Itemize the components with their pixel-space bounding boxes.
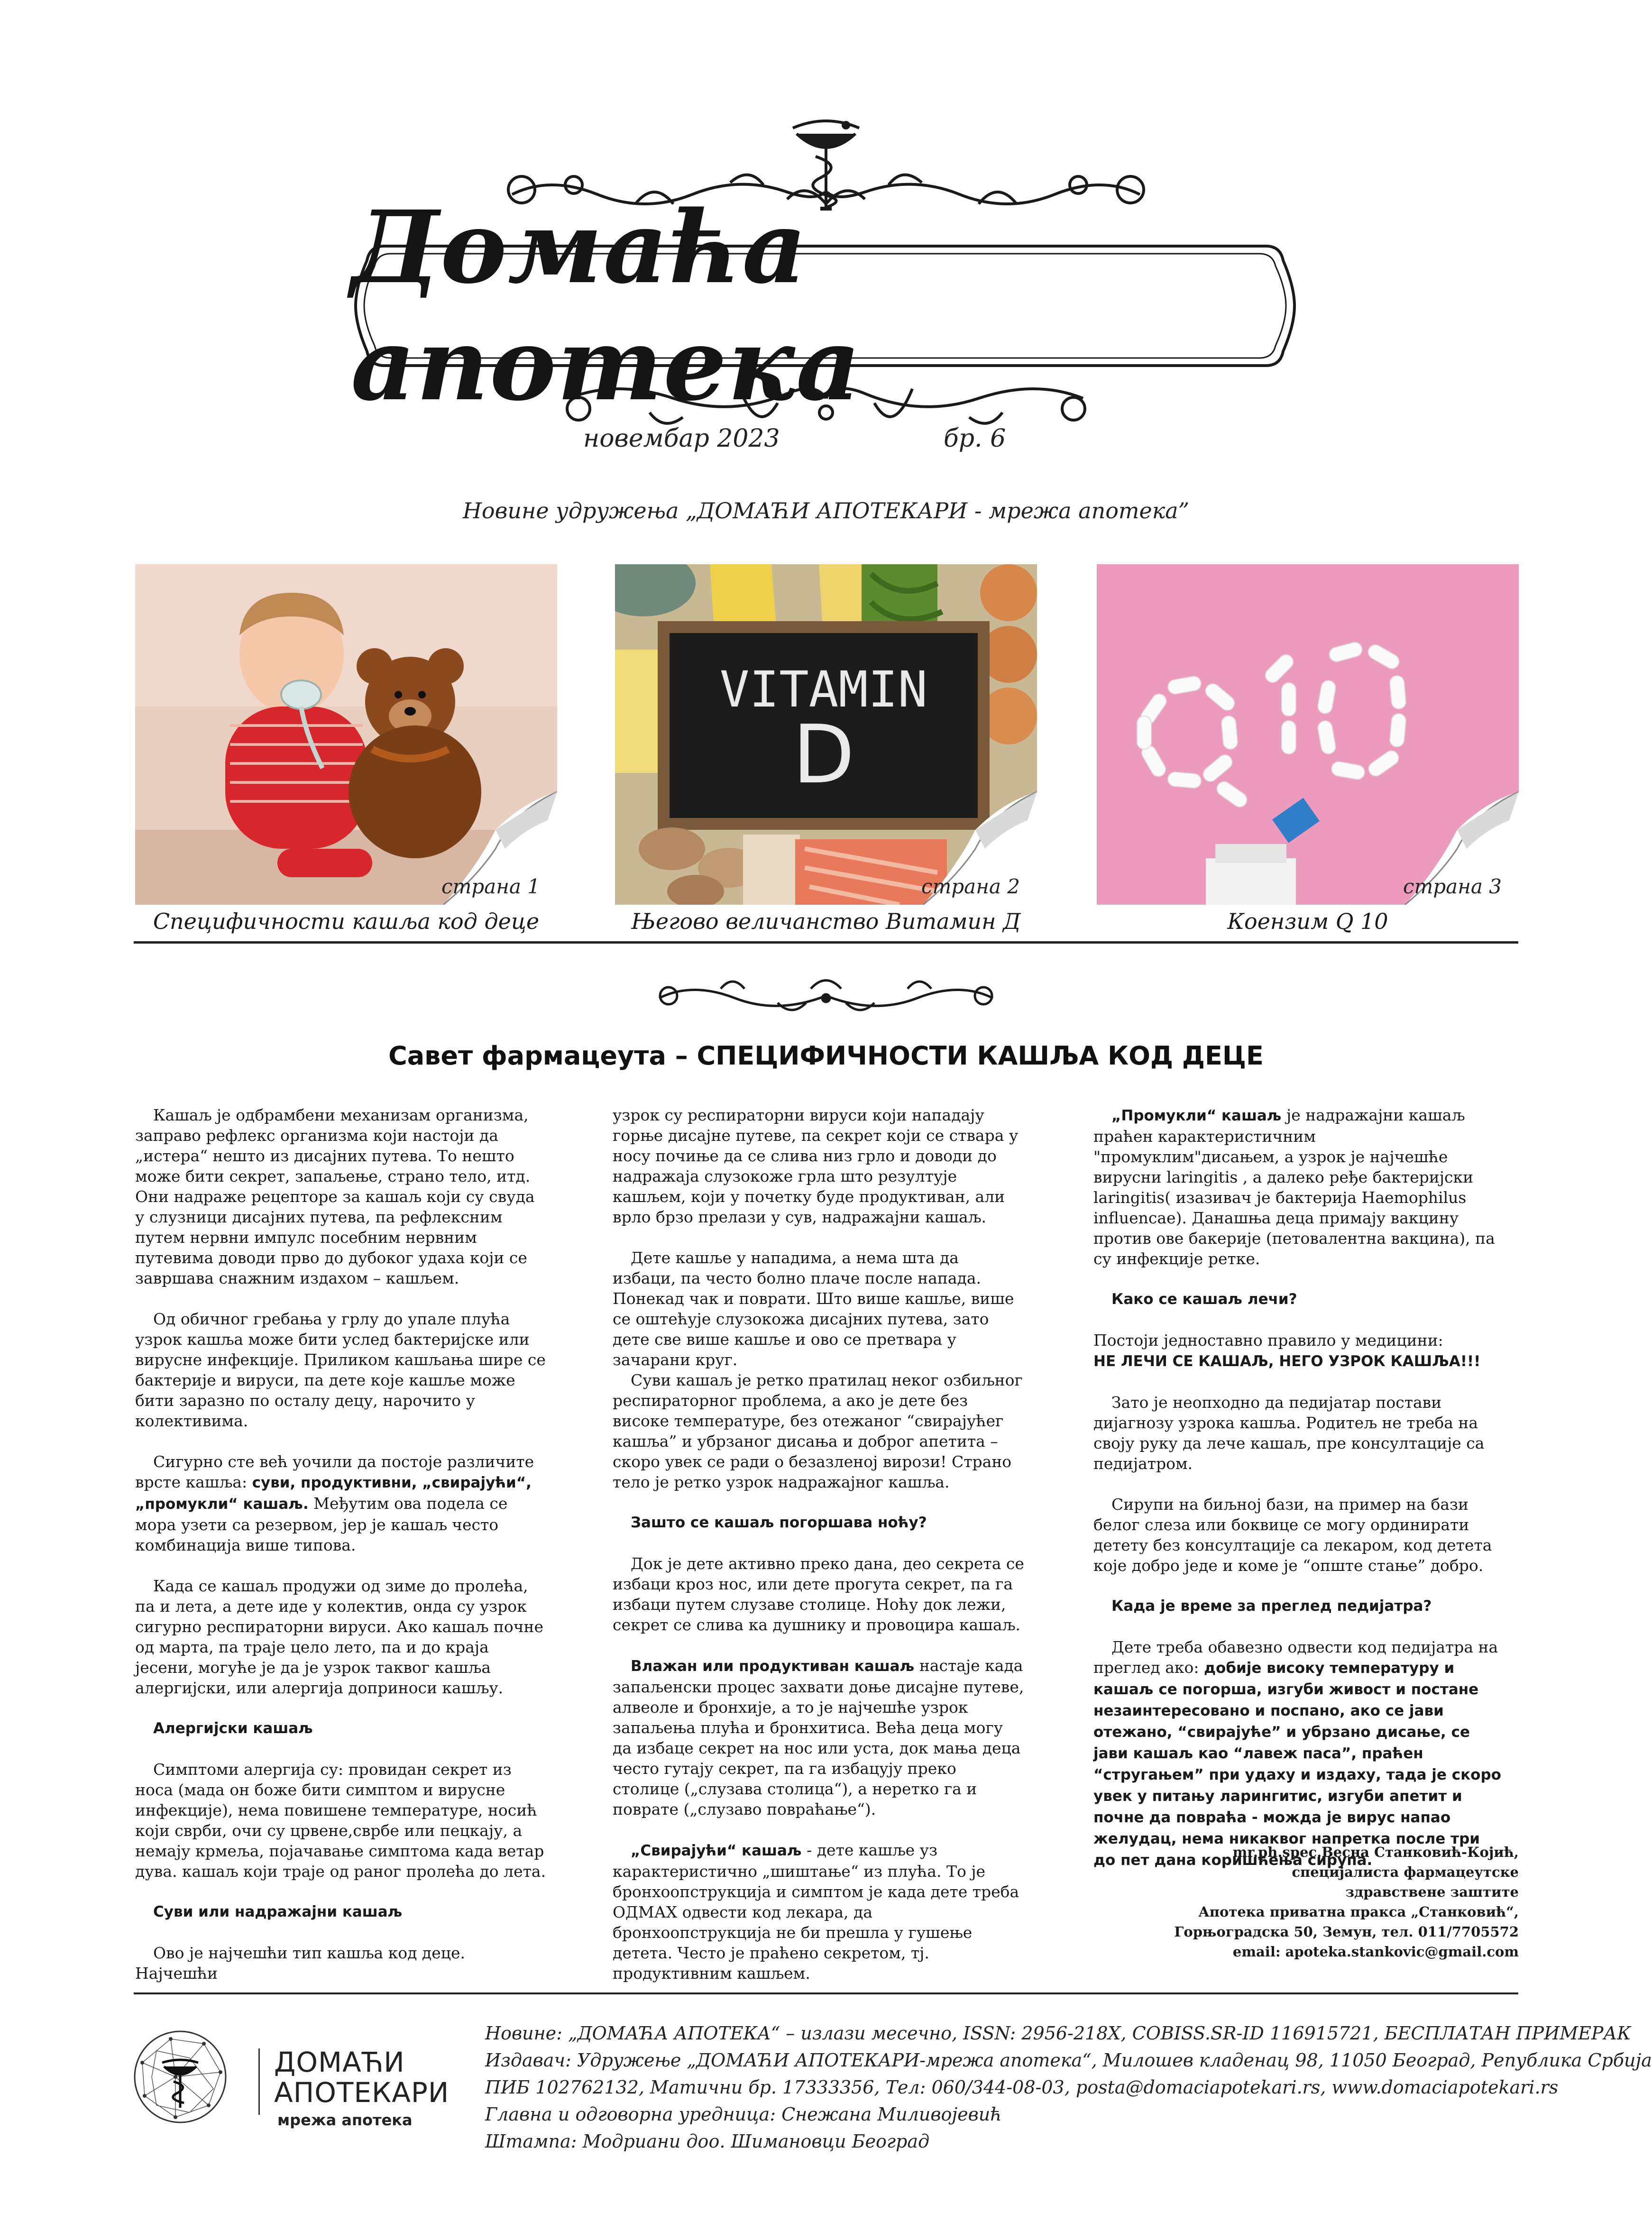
issue-date: новембар 2023 xyxy=(583,424,780,453)
imprint-line: Издавач: Удружење „ДОМАЋИ АПОТЕКАРИ-мрежа апотека“, Милошев кладенац 98, 11050 Београд, Република Србија xyxy=(485,2050,1652,2071)
paragraph xyxy=(613,1840,1025,1983)
emphasis: „Промукли“ кашаљ xyxy=(1111,1107,1282,1124)
emphasis: „Свирајући“ кашаљ xyxy=(631,1842,802,1859)
child-with-teddy-bear-image xyxy=(135,564,557,905)
author-title: здравствене заштите xyxy=(1345,1884,1519,1900)
text: Дете треба обавезно одвести код педијатра на преглед ако: xyxy=(1093,1638,1498,1677)
author-pharmacy: Апотека приватна пракса „Станковић“, xyxy=(1198,1904,1519,1920)
paragraph: Од обичног гребања у грлу до упале плућа узрок кашља може бити услед бактеријске или вирусне инфекције. Приликом кашљања шире се бактерије и вируси, па дете које кашље може бити заразно по осталу децу, нарочито у колективима. xyxy=(135,1310,546,1430)
publication-subtitle: Новине удружења „ДОМАЋИ АПОТЕКАРИ - мрежа апотека” xyxy=(462,498,1190,523)
imprint-line: Новине: „ДОМАЋА АПОТЕКА“ – излази месечно, ISSN: 2956-218X, COBISS.SR-ID 116915721, БЕСПЛАТАН ПРИМЕРАК xyxy=(485,2023,1631,2044)
paragraph xyxy=(135,1451,548,1555)
page-reference: страна 2 xyxy=(921,875,1020,898)
text: - дете кашље уз карактеристично „шиштање“ из плућа. То је бронхоопструкција и симптом је када дете треба ОДМАХ одвести код лекара, да бронхоопструкција не би прешла у гушење детета. Често је праћено секретом, тј. продуктивним кашљем. xyxy=(613,1841,1019,1983)
brand-name: ДОМАЋИ xyxy=(274,2046,405,2078)
chalkboard-d-text: D xyxy=(792,708,855,802)
paragraph: Сирупи на биљној бази, на пример на бази белог слеза или боквице се могу ординирати детету без консултације са лекаром, код детета које добро једе и коме је “опште стање” добро. xyxy=(1093,1495,1492,1575)
section-heading: Суви или надражајни кашаљ xyxy=(153,1903,403,1920)
emphasis: добије високу температуру и кашаљ се погорша, изгуби живост и постане незаинтересовано и поспано, ако се јави отежано, “свирајуће” и убрзано дисање, се јави кашаљ као “лавеж паса”, праћен “стругањем” при удаху и издаху, тада је скоро увек у питању ларингитис, изгуби апетит и почне да повраћа - можда је вирус напао желудац, нема никаквог напретка после три до пет дана коришћења сирупа. xyxy=(1093,1660,1501,1869)
paragraph: узрок су респираторни вируси који нападају горње дисајне путеве, па секрет који се ствара у носу почиње да се слива низ грло и доводи до надражаја слузокоже грла што резултује кашљем, који у почетку буде продуктиван, али врло брзо прелази у сув, надражајни кашаљ. xyxy=(613,1106,1019,1226)
author-address: Горњоградска 50, Земун, тел. 011/7705572 xyxy=(1174,1924,1519,1940)
brand-name: АПОТЕКАРИ xyxy=(274,2076,450,2109)
newspaper-title: Домаћа апотека xyxy=(351,189,862,423)
publication-imprint xyxy=(485,2020,1652,2155)
text: Међутим ова подела се мора узети са резервом, јер је кашаљ често комбинација више типова. xyxy=(135,1494,508,1554)
logo-divider xyxy=(258,2048,260,2115)
paragraph: Ово је најчешћи тип кашља код деце. Најчешћи xyxy=(135,1944,466,1983)
section-heading: Зашто се кашаљ погоршава ноћу? xyxy=(631,1514,927,1531)
page-reference: страна 3 xyxy=(1403,875,1502,898)
imprint-line: Главна и одговорна уредница: Снежана Миливојевић xyxy=(485,2104,1002,2125)
article-ornament xyxy=(650,970,1002,1022)
article-column-3 xyxy=(1093,1105,1506,1871)
emphasis: НЕ ЛЕЧИ СЕ КАШАЉ, НЕГО УЗРОК КАШЉА!!! xyxy=(1093,1353,1481,1370)
brand-tagline: мрежа апотека xyxy=(277,2111,413,2129)
imprint-line[interactable]: ПИБ 102762132, Матични бр. 17333356, Тел: 060/344-08-03, posta@domaciapotekari.rs, www.domaciapotekari.rs xyxy=(485,2077,1559,2098)
text: је надражајни кашаљ праћен карактеристичним "промуклим"дисањем, а узрок је најчешће вирусни laringitis , а далеко ређе бактеријски laringitis( изазивач је бактерија Haemophilus influencae). Данашња деца примају вакцину против ове бакерије (петовалентна вакцина), па су инфекције ретке. xyxy=(1093,1106,1495,1268)
text: Постоји једноставно правило у медицини: xyxy=(1093,1331,1443,1350)
section-heading: Како се кашаљ лечи? xyxy=(1111,1291,1297,1308)
author-signature xyxy=(1093,1842,1519,1962)
feature-child-cough[interactable] xyxy=(135,564,557,905)
paragraph: Зато је неопходно да педијатар постави дијагнозу узрока кашља. Родитељ не треба на своју руку да лече кашаљ, пре консултације са педијатром. xyxy=(1093,1393,1485,1473)
paragraph xyxy=(613,1655,1025,1819)
imprint-line: Штампа: Модриани доо. Шимановци Београд xyxy=(485,2131,930,2152)
section-heading: Када је време за преглед педијатра? xyxy=(1111,1597,1432,1615)
feature-caption[interactable]: Његово величанство Витамин Д xyxy=(631,909,1021,934)
paragraph: Док је дете активно преко дана, део секрета се избаци кроз нос, или дете прогута секрет, па га избаци путем слузаве столице. Ноћу док лежи, секрет се слива ка душнику и провоцира кашаљ. xyxy=(613,1554,1024,1634)
emphasis: Влажан или продуктиван кашаљ xyxy=(631,1658,915,1675)
section-divider xyxy=(134,941,1518,944)
article-column-1 xyxy=(135,1105,548,1983)
text: Сигурно сте већ уочили да постоје различите врсте кашља: xyxy=(135,1452,534,1491)
paragraph xyxy=(1093,1637,1506,1871)
paragraph: Суви кашаљ је ретко пратилац неког озбиљног респираторног проблема, а ако је дете без високе температуре, без отежаног “свирајућег кашља” и убрзаног дисања и доброг апетита – скоро увек се ради о безазленој вирози! Страно тело је ретко узрок надражајног кашља. xyxy=(613,1371,1023,1491)
author-email[interactable]: email: apoteka.stankovic@gmail.com xyxy=(1232,1944,1519,1960)
paragraph xyxy=(1093,1105,1506,1269)
paragraph xyxy=(1093,1330,1506,1372)
feature-vitamin-d[interactable] xyxy=(615,564,1037,905)
article-column-2 xyxy=(613,1105,1025,1983)
author-title: специјалиста фармацеутске xyxy=(1292,1864,1519,1880)
paragraph: Симптоми алергија су: провидан секрет из носа (мада он боже бити симптом и вирусне инфекције), нема повишене температуре, носић који сврби, очи су црвене,сврбе или пецкају, а немају крмеља, појачавање симптома када ветар дува. кашаљ који траје од раног пролећа до лета. xyxy=(135,1760,546,1881)
paragraph: Кашаљ је одбрамбени механизам организма, заправо рефлекс организма који настоји да „истера“ нешто из дисајних путева. То нешто може бити секрет, запаљење, страно тело, итд. Они надраже рецепторе за кашаљ који су свуда у слузници дисајних путева, па рефлексним путем нервни импулс посебним нервним путевима доводи прво до дубоког удаха који се завршава снажним издахом – кашљем. xyxy=(135,1106,535,1287)
feature-coenzyme-q10[interactable] xyxy=(1097,564,1519,905)
section-heading: Алергијски кашаљ xyxy=(153,1720,313,1737)
paragraph: Дете кашље у нападима, а нема шта да избаци, па често болно плаче после напада. Понекад чак и поврати. Што више кашље, више се оштећује слузокожа дисајних путева, зато дете све више кашље и ово се претвара у зачарани круг. xyxy=(613,1249,1014,1369)
author-name: mr.ph.spec.Весна Станковић-Којић, xyxy=(1232,1844,1519,1860)
feature-caption[interactable]: Специфичности кашља код деце xyxy=(153,909,540,934)
page-reference: страна 1 xyxy=(441,875,540,898)
emphasis: суви, продуктивни, „свирајући“, „промукли“ кашаљ. xyxy=(135,1474,532,1513)
issue-number: бр. 6 xyxy=(944,424,1006,453)
q10-pills-image xyxy=(1097,564,1519,905)
paragraph: Када се кашаљ продужи од зиме до пролећа, па и лета, а дете иде у колектив, онда су узрок сигурно респираторни вируси. Ако кашаљ почне од марта, па траје цело лето, па и до краја јесени, могуће је да је узрок таквог кашља алергијски, или алергија доприноси кашљу. xyxy=(135,1577,544,1697)
vitamin-d-image xyxy=(615,564,1037,905)
footer-divider-line xyxy=(134,1992,1518,1994)
article-headline: Савет фармацеута – СПЕЦИФИЧНОСТИ КАШЉА КОД ДЕЦЕ xyxy=(388,1041,1264,1071)
chalkboard-vitamin-text: VITAMIN xyxy=(719,661,928,718)
text: настаје када запаљенски процес захвати доње дисајне путеве, алвеоле и бронхије, а то је најчешће узрок запаљења плућа и бронхитиса. Већа деца могу да избаце секрет на нос или уста, док мања деца често гутају секрет, па га избацују преко столице („слузава столица“), а неретко га и поврате („слузаво повраћање“). xyxy=(613,1656,1024,1818)
feature-caption[interactable]: Коензим Q 10 xyxy=(1227,909,1388,934)
domaci-apotekari-logo-icon xyxy=(133,2029,228,2124)
